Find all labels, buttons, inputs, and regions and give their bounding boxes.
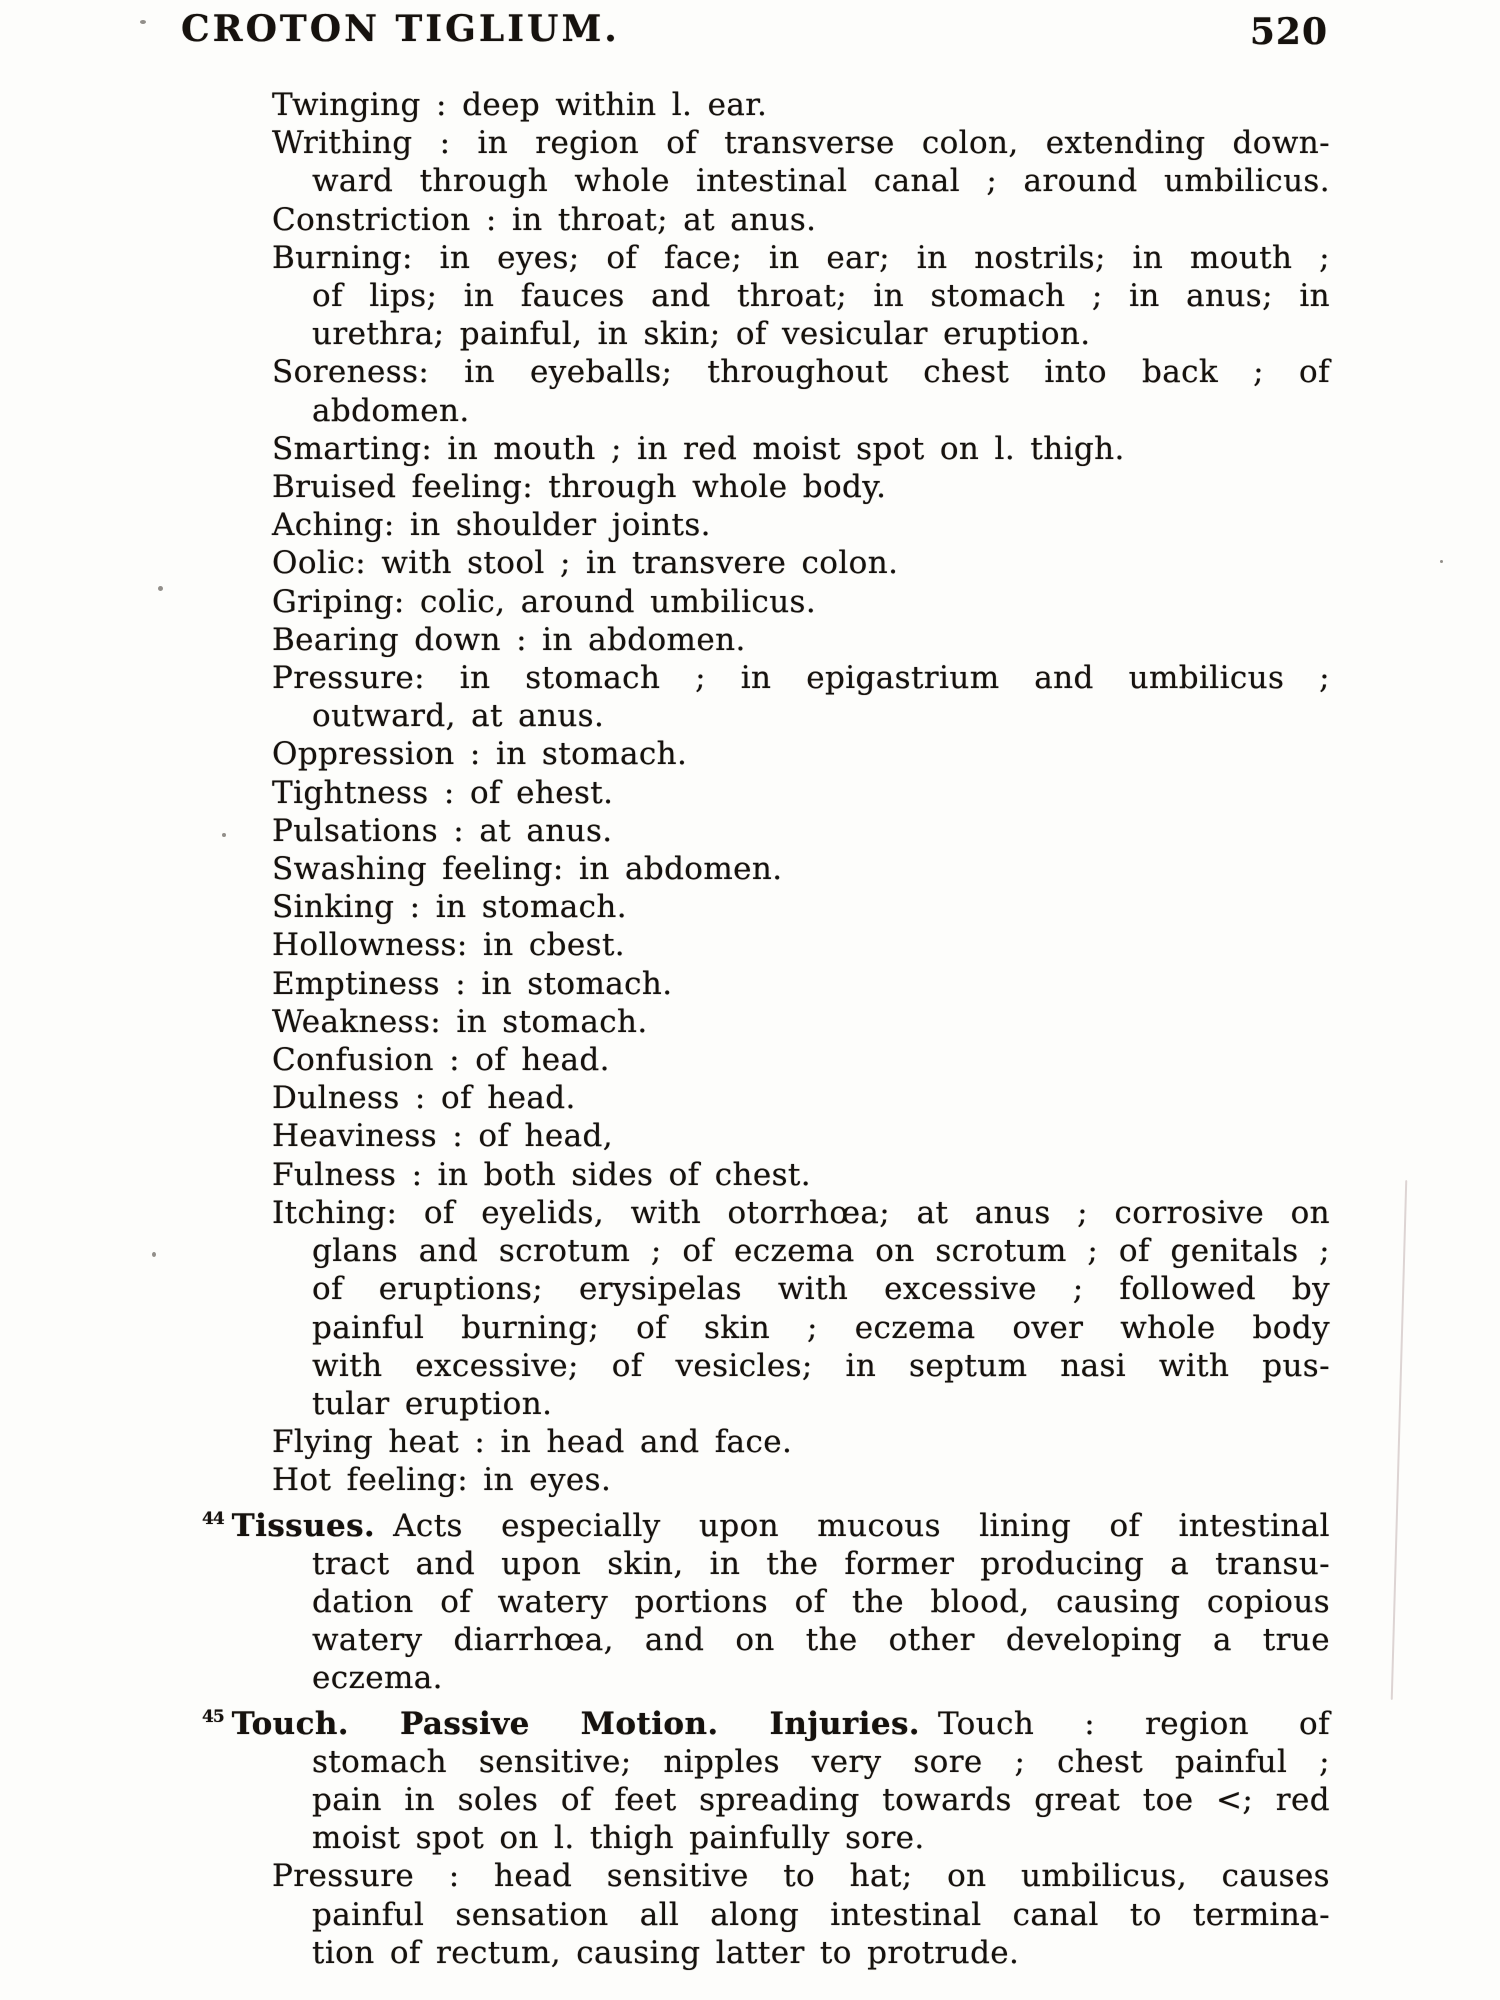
page-number: 520 (1249, 11, 1328, 53)
scan-speck (158, 586, 163, 591)
text-line (272, 1156, 1330, 1194)
text-line (272, 850, 1330, 888)
line-text: watery diarrhœa, and on the other developing a true (312, 1622, 1330, 1659)
line-text: Hollowness: in cbest. (272, 927, 626, 964)
text-line (312, 1934, 1330, 1972)
text-line (312, 162, 1330, 200)
line-text: dation of watery portions of the blood, causing copious (312, 1583, 1330, 1620)
text-line (312, 1545, 1330, 1583)
line-text: Pulsations : at anus. (272, 812, 613, 849)
text-line (312, 315, 1330, 353)
line-text: painful sensation all along intestinal canal to termina- (312, 1896, 1330, 1933)
text-line (272, 124, 1330, 162)
line-text: pain in soles of feet spreading towards great toe <; red (312, 1781, 1330, 1818)
text-column (202, 86, 1330, 1972)
text-line (272, 1461, 1330, 1499)
text-line (272, 1117, 1330, 1155)
text-line (312, 1621, 1330, 1659)
scan-crease-line (1391, 1180, 1408, 1700)
text-line (272, 544, 1330, 582)
line-text: Constriction : in throat; at anus. (272, 201, 817, 238)
text-line (312, 1781, 1330, 1819)
text-line (312, 1309, 1330, 1347)
text-line (272, 659, 1330, 697)
text-line (272, 888, 1330, 926)
text-line (272, 735, 1330, 773)
text-line (272, 1194, 1330, 1232)
line-text: Hot feeling: in eyes. (272, 1462, 612, 1499)
line-text: Dulness : of head. (272, 1080, 576, 1117)
line-text: stomach sensitive; nipples very sore ; chest painful ; (312, 1743, 1330, 1780)
line-text: Touch : region of (938, 1705, 1330, 1742)
text-line (312, 1743, 1330, 1781)
text-line (272, 812, 1330, 850)
line-text: glans and scrotum ; of eczema on scrotum ; of genitals ; (312, 1233, 1330, 1270)
section-heading: Touch. Passive Motion. Injuries. (231, 1705, 920, 1742)
line-text: with excessive; of vesicles; in septum nasi with pus- (312, 1347, 1330, 1384)
text-line (312, 697, 1330, 735)
line-text: of eruptions; erysipelas with excessive ; followed by (312, 1271, 1330, 1308)
section-number: 44 (202, 1508, 224, 1529)
line-text: Griping: colic, around umbilicus. (272, 583, 817, 620)
line-text: tion of rectum, causing latter to protrude. (312, 1934, 1020, 1971)
line-text: Flying heat : in head and face. (272, 1424, 793, 1461)
line-text: Pressure : head sensitive to hat; on umbilicus, causes (272, 1858, 1330, 1895)
line-text: Sinking : in stomach. (272, 889, 627, 926)
line-text: Soreness: in eyeballs; throughout chest into back ; of (272, 354, 1330, 391)
line-text: Oolic: with stool ; in transvere colon. (272, 545, 899, 582)
text-line (272, 583, 1330, 621)
line-text: Confusion : of head. (272, 1042, 610, 1079)
line-text: Heaviness : of head, (272, 1118, 614, 1155)
page-title: CROTON TIGLIUM. (181, 8, 620, 50)
line-text: tract and upon skin, in the former producing a transu- (312, 1545, 1330, 1582)
text-line (272, 506, 1330, 544)
line-text: Bearing down : in abdomen. (272, 621, 746, 658)
text-line (272, 1003, 1330, 1041)
line-text: Writhing : in region of transverse colon, extending down- (272, 125, 1330, 162)
text-line (272, 468, 1330, 506)
text-line (312, 1232, 1330, 1270)
text-line (272, 86, 1330, 124)
line-text: ward through whole intestinal canal ; around umbilicus. (312, 163, 1330, 200)
line-text: Pressure: in stomach ; in epigastrium and umbilicus ; (272, 660, 1330, 697)
text-line (272, 201, 1330, 239)
line-text: eczema. (312, 1660, 443, 1697)
line-text: Twinging : deep within l. ear. (272, 87, 768, 123)
line-text: Smarting: in mouth ; in red moist spot on l. thigh. (272, 430, 1125, 467)
text-line (272, 1423, 1330, 1461)
line-text: moist spot on l. thigh painfully sore. (312, 1820, 925, 1857)
line-text: Aching: in shoulder joints. (272, 507, 711, 544)
line-text: urethra; painful, in skin; of vesicular eruption. (312, 316, 1091, 353)
line-text: Fulness : in both sides of chest. (272, 1156, 812, 1193)
text-line (272, 1079, 1330, 1117)
text-line (312, 1270, 1330, 1308)
text-line (272, 430, 1330, 468)
text-line (272, 353, 1330, 391)
text-line (312, 1385, 1330, 1423)
line-text: Itching: of eyelids, with otorrhœa; at anus ; corrosive on (272, 1194, 1330, 1231)
scan-speck (1440, 560, 1443, 563)
text-line (272, 965, 1330, 1003)
scan-speck (222, 833, 226, 837)
line-text: Burning: in eyes; of face; in ear; in nostrils; in mouth ; (272, 239, 1330, 276)
line-text: Oppression : in stomach. (272, 736, 688, 773)
line-text: Bruised feeling: through whole body. (272, 469, 887, 506)
line-text: abdomen. (312, 392, 470, 429)
line-text: tular eruption. (312, 1385, 553, 1422)
section-paragraph-line (202, 1698, 1330, 1743)
text-line (312, 392, 1330, 430)
text-line (312, 1819, 1330, 1857)
text-line (312, 1347, 1330, 1385)
text-line (272, 1041, 1330, 1079)
section-number: 45 (202, 1706, 224, 1727)
scan-speck (152, 1252, 156, 1257)
line-text: Weakness: in stomach. (272, 1003, 648, 1040)
line-text: outward, at anus. (312, 698, 605, 735)
line-text: Acts especially upon mucous lining of intestinal (393, 1507, 1330, 1544)
line-text: Emptiness : in stomach. (272, 965, 673, 1002)
section-heading: Tissues. (231, 1507, 376, 1544)
text-line (312, 1896, 1330, 1934)
text-line (272, 239, 1330, 277)
line-text: of lips; in fauces and throat; in stomach ; in anus; in (312, 278, 1330, 315)
text-line (312, 277, 1330, 315)
text-line (272, 1857, 1330, 1895)
text-line (272, 774, 1330, 812)
section-paragraph-line (202, 1500, 1330, 1545)
text-line (272, 621, 1330, 659)
line-text: Swashing feeling: in abdomen. (272, 851, 783, 888)
line-text: painful burning; of skin ; eczema over whole body (312, 1309, 1330, 1346)
text-line (312, 1583, 1330, 1621)
scan-speck (140, 20, 146, 24)
line-text: Tightness : of ehest. (272, 774, 614, 811)
text-line (312, 1659, 1330, 1697)
text-line (272, 926, 1330, 964)
